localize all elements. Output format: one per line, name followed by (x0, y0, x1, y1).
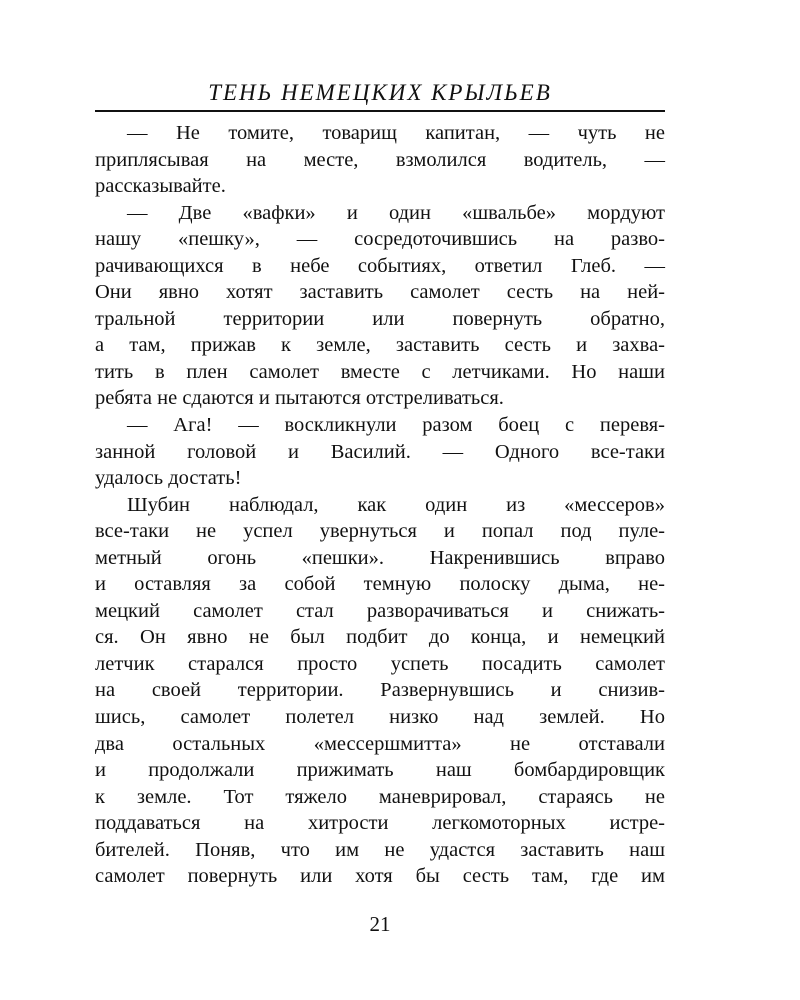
text-line: на своей территории. Развернувшись и снизив- (95, 679, 665, 702)
text-line: рачивающихся в небе событиях, ответил Глеб. — (95, 254, 665, 277)
text-line: метный огонь «пешки». Накренившись вправо (95, 546, 665, 569)
text-line: Шубин наблюдал, как один из «мессеров» (127, 493, 665, 516)
text-line: удалось достать! (95, 467, 242, 490)
text-line: мецкий самолет стал разворачиваться и снижать- (95, 599, 665, 622)
text-line: ребята не сдаются и пытаются отстреливаться. (95, 387, 504, 410)
text-line: бителей. Поняв, что им не удастся заставить наш (95, 838, 665, 861)
text-line: шись, самолет полетел низко над землей. Но (95, 706, 665, 729)
text-line: — Ага! — воскликнули разом боец с перевя- (127, 414, 665, 437)
text-line: а там, прижав к земле, заставить сесть и захва- (95, 334, 665, 357)
text-line: занной головой и Василий. — Одного все-таки (95, 440, 665, 463)
text-line: самолет повернуть или хотя бы сесть там, где им (95, 865, 665, 888)
page-number: 21 (369, 912, 391, 936)
text-line: рассказывайте. (95, 175, 226, 198)
text-line: все-таки не успел увернуться и попал под пуле- (95, 520, 665, 543)
text-line: летчик старался просто успеть посадить самолет (95, 652, 665, 675)
text-line: нашу «пешку», — сосредоточившись на разво- (95, 228, 665, 251)
text-line: и продолжали прижимать наш бомбардировщик (95, 759, 665, 782)
text-line: поддаваться на хитрости легкомоторных истре- (95, 812, 665, 835)
text-line: тральной территории или повернуть обратно, (95, 307, 665, 330)
header-rule (95, 110, 665, 112)
text-line: — Две «вафки» и один «швальбе» мордуют (127, 201, 665, 224)
text-line: Они явно хотят заставить самолет сесть на ней- (95, 281, 665, 304)
text-line: к земле. Тот тяжело маневрировал, стараясь не (95, 785, 665, 808)
text-line: два остальных «мессершмитта» не отставали (95, 732, 665, 755)
body-text (95, 120, 665, 890)
text-line: — Не томите, товарищ капитан, — чуть не (127, 122, 665, 144)
text-line: тить в плен самолет вместе с летчиками. Но наши (95, 360, 665, 383)
text-line: и оставляя за собой темную полоску дыма, не- (95, 573, 665, 596)
running-title: ТЕНЬ НЕМЕЦКИХ КРЫЛЬЕВ (208, 80, 552, 105)
text-line: приплясывая на месте, взмолился водитель, — (95, 148, 665, 171)
text-line: ся. Он явно не был подбит до конца, и немецкий (95, 626, 665, 649)
